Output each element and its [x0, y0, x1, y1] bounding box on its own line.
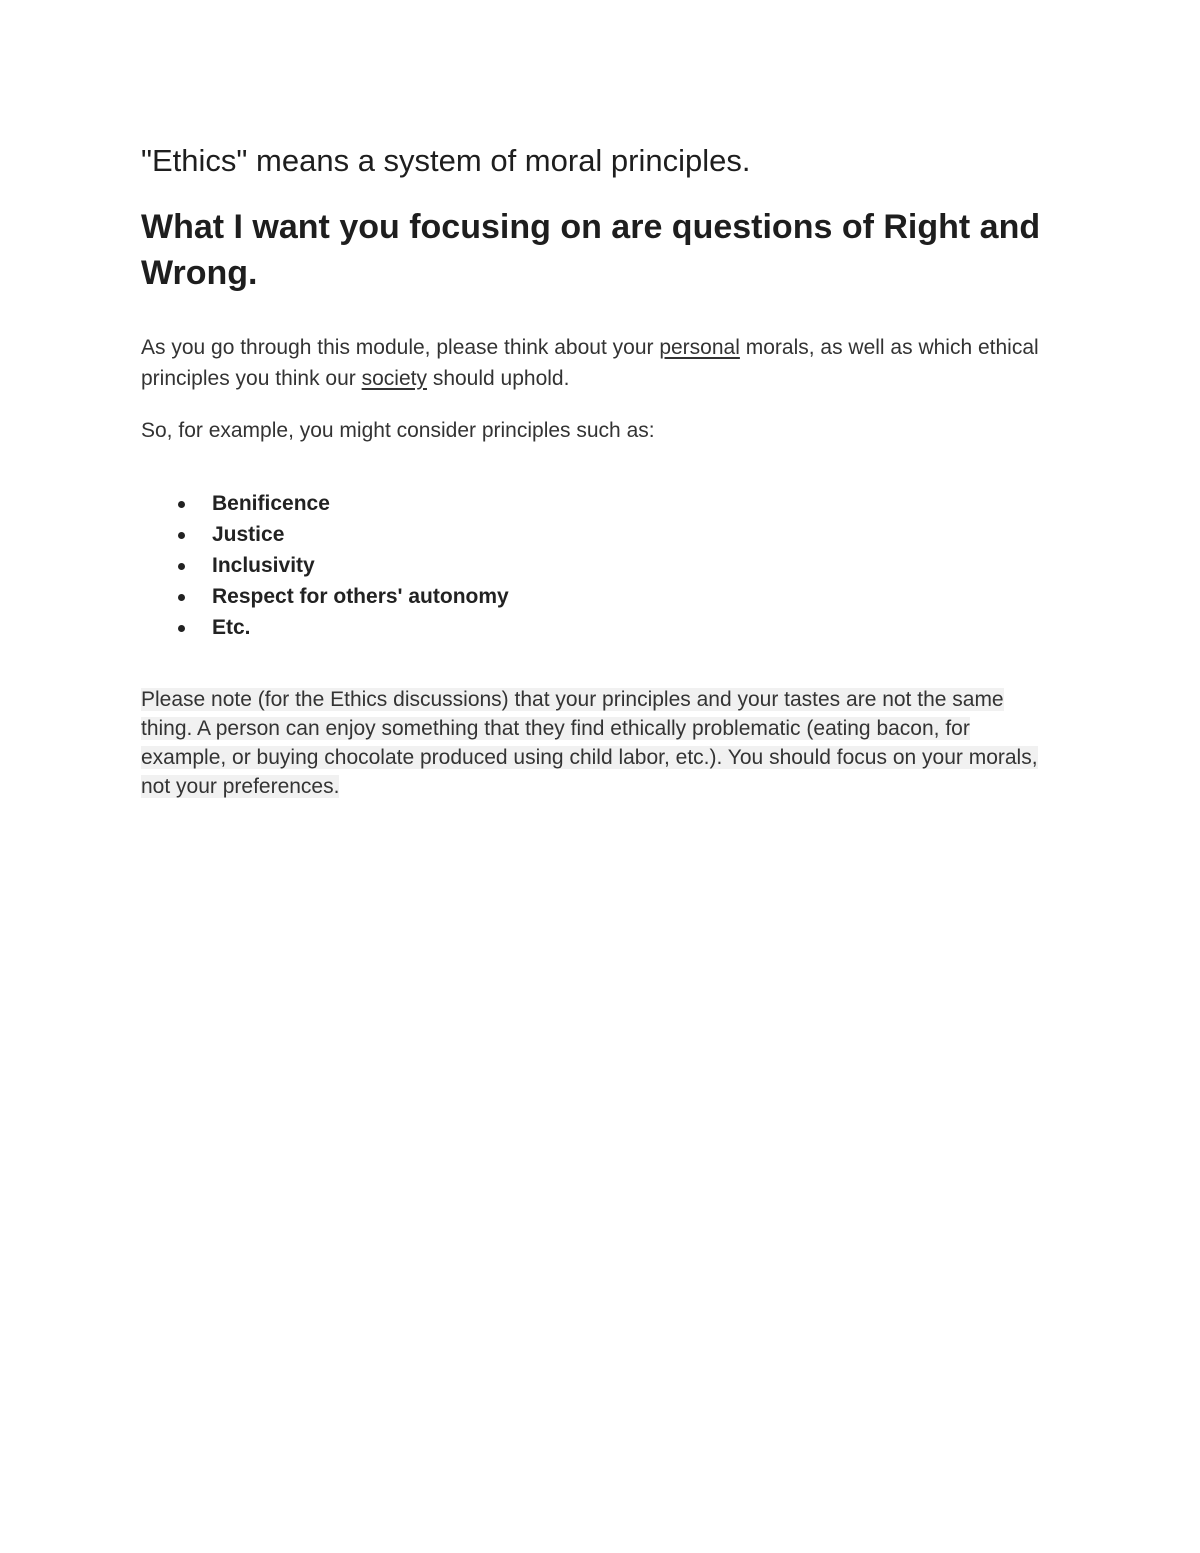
underlined-society: society: [361, 367, 427, 390]
list-item-label: Etc.: [212, 616, 251, 639]
bullet-icon: [178, 501, 185, 508]
list-item-label: Benificence: [212, 492, 330, 515]
bullet-icon: [178, 594, 185, 601]
example-paragraph: So, for example, you might consider principles such as:: [141, 419, 655, 442]
list-item-label: Justice: [212, 523, 285, 546]
document-page: [141, 140, 1041, 801]
list-item: [178, 519, 1041, 550]
list-item: [178, 581, 1041, 612]
note-paragraph: [141, 685, 1041, 801]
note-highlighted-text: Please note (for the Ethics discussions) that your principles and your tastes are not the same thing. A person can enjoy something that they find ethically problematic (eating bacon, for example, or buying chocolate produced using child labor, etc.). You should focus on your morals, not your preferences.: [141, 688, 1038, 798]
intro-paragraph: [141, 332, 1041, 394]
bullet-icon: [178, 625, 185, 632]
list-item-label: Respect for others' autonomy: [212, 585, 509, 608]
document-title: "Ethics" means a system of moral principles.: [141, 143, 751, 178]
list-item-label: Inclusivity: [212, 554, 315, 577]
bullet-icon: [178, 563, 185, 570]
document-heading: What I want you focusing on are questions of Right and Wrong.: [141, 208, 1041, 292]
intro-text-part-2: morals, as well as which ethical principles you think our: [141, 336, 1039, 390]
list-item: [178, 488, 1041, 519]
list-item: [178, 612, 1041, 643]
underlined-personal: personal: [659, 336, 740, 359]
list-item: [178, 550, 1041, 581]
intro-text-part-3: should uphold.: [426, 367, 570, 390]
principles-list: [141, 488, 1041, 643]
intro-text-part-1: As you go through this module, please think about your: [141, 336, 660, 359]
bullet-icon: [178, 532, 185, 539]
